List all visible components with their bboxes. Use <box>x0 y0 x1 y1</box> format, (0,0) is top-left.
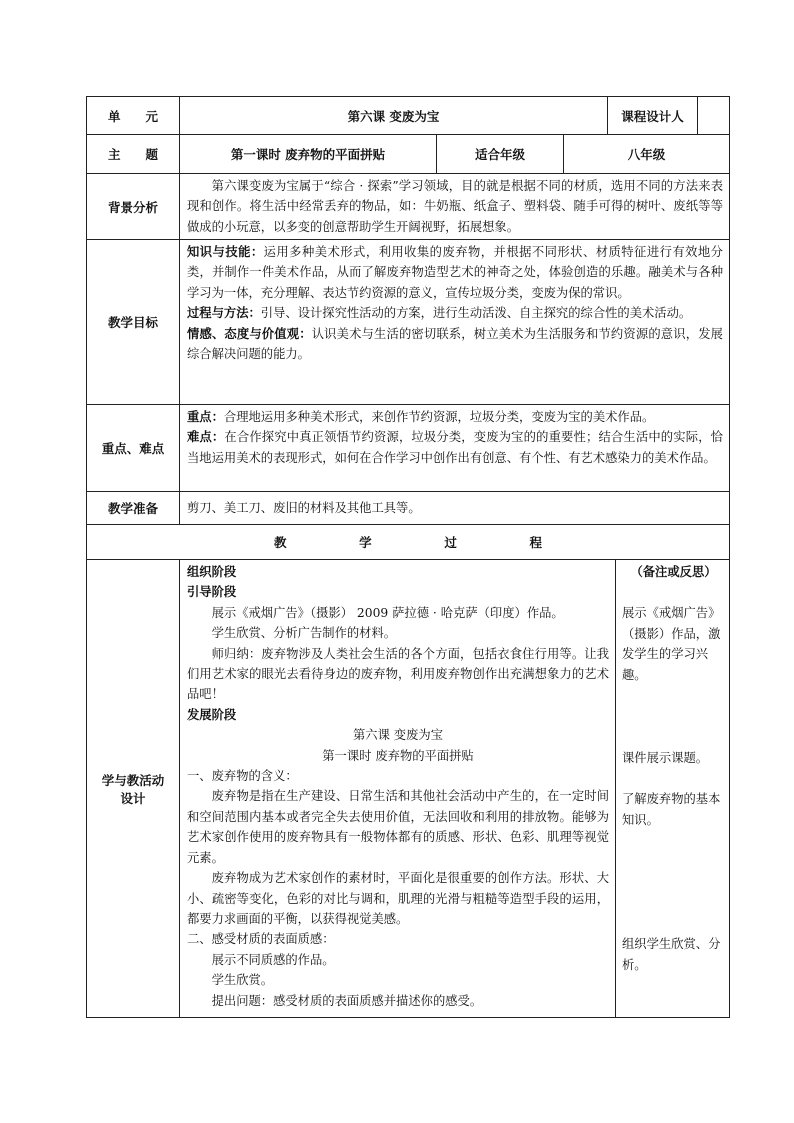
row-background <box>87 173 729 239</box>
note-4: 组织学生欣赏、分析。 <box>622 937 721 973</box>
lesson-plan-table <box>86 96 730 1018</box>
activity-label-line2: 设计 <box>120 790 146 806</box>
background-text-cell <box>179 174 729 239</box>
row-activity <box>87 559 729 1017</box>
row-process-header <box>87 524 729 559</box>
stage-organize: 组织阶段 <box>187 564 237 579</box>
row-keypoints <box>87 404 729 491</box>
lesson-title: 第六课 变废为宝 <box>353 728 443 743</box>
stage-guide: 引导阶段 <box>187 584 237 600</box>
note-1: 展示《戒烟广告》（摄影）作品，激发学生的学习兴趣。 <box>622 605 721 683</box>
process-text: 引导、设计探究性活动的方案，进行生动活泼、自主探究的综合性的美术活动。 <box>260 306 692 321</box>
activity-label-line1: 学与教活动 <box>101 772 165 788</box>
stage-develop: 发展阶段 <box>187 706 237 722</box>
row-prep <box>87 491 729 524</box>
activity-p1: 展示《戒烟广告》（摄影） 2009 萨拉德 · 哈克萨（印度）作品。 <box>211 605 564 620</box>
background-text: 第六课变废为宝属于“综合 · 探索”学习领域，目的就是根据不同的材质，选用不同的方法来表现和创作。将生活中经常丢弃的物品，如：牛奶瓶、纸盒子、塑料袋、随手可得的树叶、废纸等等做成的小玩意，以多变的创意帮助学生开阔视野，拓展想象。 <box>187 179 723 234</box>
activity-p3: 师归纳：废弃物涉及人类社会生活的各个方面，包括衣食住行用等。让我们用艺术家的眼光去看待身边的废弃物，利用废弃物创作出充满想象力的艺术品吧！ <box>187 646 609 702</box>
grade-label: 适合年级 <box>436 135 563 173</box>
difficulty-text: 在合作探究中真正领悟节约资源，垃圾分类，变废为宝的的重要性；结合生活中的实际，恰当地运用美术的表现形式，如何在合作学习中创作出有创意、有个性、有艺术感染力的美术作品。 <box>187 430 723 465</box>
notes-cell <box>615 560 729 1017</box>
lesson-subtitle: 第一课时 废弃物的平面拼贴 <box>322 748 474 763</box>
prep-text: 剪刀、美工刀、废旧的材料及其他工具等。 <box>187 500 421 515</box>
background-label: 背景分析 <box>107 199 158 215</box>
section-2-p3: 提出问题：感受材质的表面质感并描述你的感受。 <box>211 993 483 1008</box>
key-text: 合理地运用多种美术形式，来创作节约资源，垃圾分类，变废为宝的美术作品。 <box>223 410 655 424</box>
designer-label: 课程设计人 <box>607 97 697 134</box>
unit-label: 单 元 <box>107 108 158 124</box>
objectives-text-cell <box>179 240 729 404</box>
designer-value <box>697 97 729 134</box>
activity-label <box>87 560 179 1017</box>
topic-label: 主 题 <box>107 147 158 162</box>
key-label: 重点： <box>187 409 224 424</box>
section-2-p2: 学生欣赏。 <box>211 973 274 988</box>
notes-header: （备注或反思） <box>630 564 717 579</box>
section-1-p1: 废弃物是指在生产建设、日常生活和其他社会活动中产生的，在一定时间和空间范围内基本或者完全失去使用价值，无法回收和利用的排放物。能够为艺术家创作使用的废弃物具有一般物体都有的质感、形状、色彩、肌理等视觉元素。 <box>187 789 609 865</box>
emotion-label: 情感、态度与价值观： <box>187 325 312 341</box>
note-3: 了解废弃物的基本知识。 <box>622 791 721 827</box>
row-objectives <box>87 239 729 404</box>
keypoints-label: 重点、难点 <box>101 441 165 456</box>
activity-content-cell <box>179 560 615 1017</box>
prep-label: 教学准备 <box>107 501 158 516</box>
process-header-chars <box>274 533 542 551</box>
section-1-p2: 废弃物成为艺术家创作的素材时，平面化是很重要的创作方法。形状、大小、疏密等变化，色彩的对比与调和，肌理的光滑与粗糙等造型手段的运用，都要力求画面的平衡，以获得视觉美感。 <box>187 871 609 926</box>
process-header-char-2: 学 <box>359 535 372 550</box>
prep-text-cell <box>179 492 729 524</box>
process-header-char-1: 教 <box>274 535 287 550</box>
activity-p2: 学生欣赏、分析广告制作的材料。 <box>211 626 397 641</box>
difficulty-label: 难点： <box>187 429 225 445</box>
row-unit <box>87 97 729 134</box>
knowledge-label: 知识与技能： <box>187 244 264 259</box>
topic-value: 第一课时 废弃物的平面拼贴 <box>179 135 436 173</box>
grade-value: 八年级 <box>563 135 729 173</box>
row-topic <box>87 134 729 173</box>
unit-value: 第六课 变废为宝 <box>179 97 607 134</box>
process-header-char-3: 过 <box>444 535 457 550</box>
objectives-label: 教学目标 <box>107 315 158 330</box>
note-2: 课件展示课题。 <box>622 750 709 765</box>
knowledge-text: 运用多种美术形式，利用收集的废弃物，并根据不同形状、材质特征进行有效地分类，并制作一件美术作品，从而了解废弃物造型艺术的神奇之处，体验创造的乐趣。融美术与各种学习为一体，充分理解、表达节约资源的意义，宣传垃圾分类，变废为保的常识。 <box>187 245 723 300</box>
process-header <box>87 525 729 559</box>
process-label: 过程与方法： <box>187 305 261 321</box>
section-2-p1: 展示不同质感的作品。 <box>211 952 335 967</box>
emotion-text: 认识美术与生活的密切联系，树立美术为生活服务和节约资源的意识，发展综合解决问题的能力。 <box>187 326 723 362</box>
process-header-char-4: 程 <box>529 535 542 550</box>
section-2-heading: 二、感受材质的表面质感： <box>187 932 335 947</box>
section-1-heading: 一、废弃物的含义： <box>187 769 298 784</box>
keypoints-text-cell <box>179 405 729 491</box>
